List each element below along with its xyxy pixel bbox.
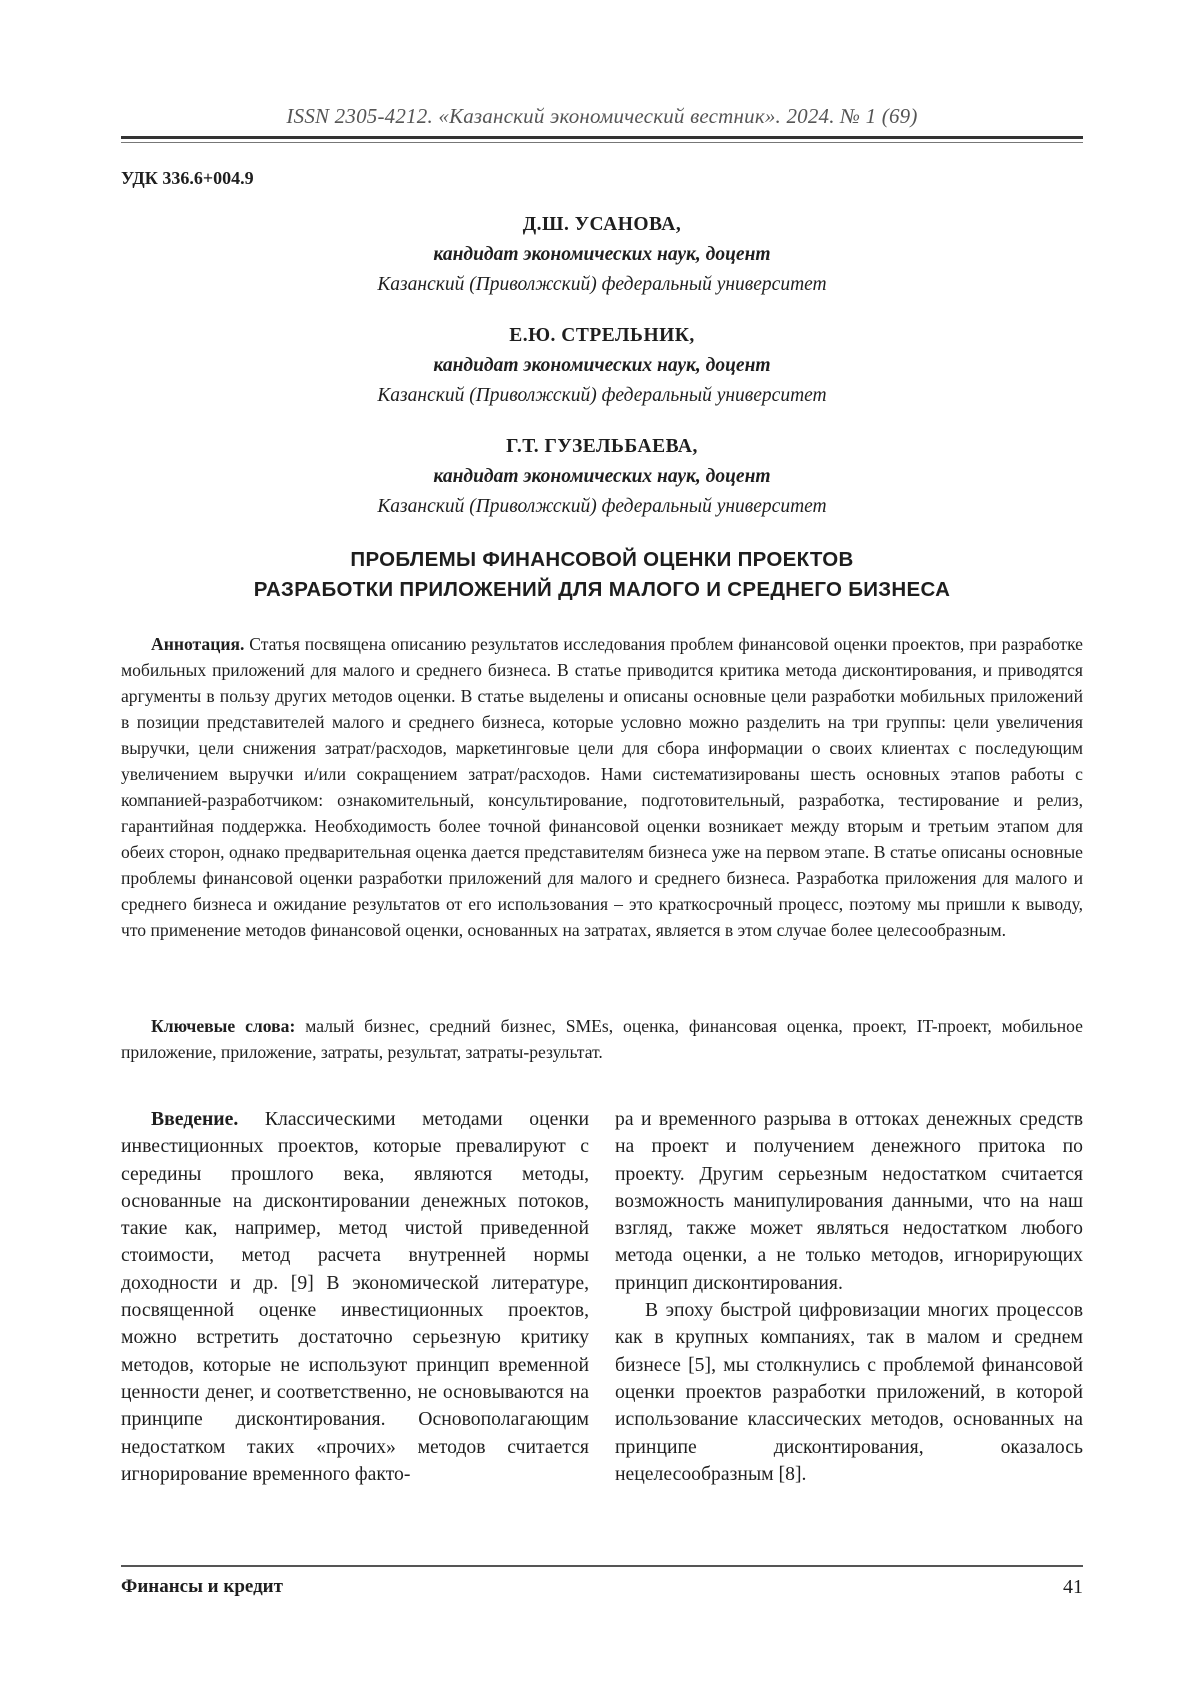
abstract-label: Аннотация. bbox=[151, 634, 245, 654]
body-paragraph: В эпоху быстрой цифровизации многих процессов как в крупных компаниях, так в малом и среднем бизнесе [5], мы столкнулись с проблемой финансовой оценки проектов разработки приложений, в которой использование классических методов, основанных на принципе дисконтирования, оказалось нецелесообразным [8]. bbox=[615, 1299, 1083, 1485]
body-paragraph: ра и временного разрыва в оттоках денежных средств на проект и получением денежного притока по проекту. Другим серьезным недостатком считается возможность манипулирования данными, что на наш взгляд, также может являться недостатком любого метода оценки, а не только методов, игнорирующих принцип дисконтирования. bbox=[615, 1108, 1083, 1294]
author-degree: кандидат экономических наук, доцент bbox=[433, 466, 771, 487]
intro-label: Введение. bbox=[151, 1108, 239, 1130]
author-affiliation: Казанский (Приволжский) федеральный университет bbox=[377, 274, 827, 295]
footer-rule bbox=[121, 1565, 1083, 1567]
body-paragraph bbox=[121, 1106, 589, 1488]
author-degree: кандидат экономических наук, доцент bbox=[433, 244, 771, 265]
keywords bbox=[121, 1013, 1083, 1065]
body-column-right bbox=[615, 1106, 1083, 1488]
udk-code: УДК 336.6+004.9 bbox=[121, 168, 254, 188]
author-degree: кандидат экономических наук, доцент bbox=[433, 355, 771, 376]
abstract bbox=[121, 631, 1083, 943]
author-name: Г.Т. ГУЗЕЛЬБАЕВА, bbox=[506, 436, 698, 457]
author-name: Е.Ю. СТРЕЛЬНИК, bbox=[509, 325, 695, 346]
author-block bbox=[121, 432, 1083, 522]
abstract-text: Статья посвящена описанию результатов исследования проблем финансовой оценки проектов, при разработке мобильных приложений для малого и среднего бизнеса. В статье приводится критика метода дисконтирования, и приводятся аргументы в пользу других методов оценки. В статье выделены и описаны основные цели разработки мобильных приложений в позиции представителей малого и среднего бизнеса, которые условно можно разделить на три группы: цели увеличения выручки, цели снижения затрат/расходов, маркетинговые цели для сбора информации о своих клиентах с последующим увеличением выручки и/или сокращением затрат/расходов. Нами систематизированы шесть основных этапов работы с компанией-разработчиком: ознакомительный, консультирование, подготовительный, разработка, тестирование и релиз, гарантийная поддержка. Необходимость более точной финансовой оценки возникает между вторым и третьим этапом для обеих сторон, однако предварительная оценка дается представителям бизнеса уже на первом этапе. В статье описаны основные проблемы финансовой оценки разработки приложений для малого и среднего бизнеса. Разработка приложения для малого и среднего бизнеса и ожидание результатов от его использования – это краткосрочный процесс, поэтому мы пришли к выводу, что применение методов финансовой оценки, основанных на затратах, является в этом случае более целесообразным. bbox=[121, 634, 1083, 940]
article-title bbox=[121, 545, 1083, 605]
author-affiliation: Казанский (Приволжский) федеральный университет bbox=[377, 385, 827, 406]
author-affiliation: Казанский (Приволжский) федеральный университет bbox=[377, 496, 827, 517]
keywords-text: малый бизнес, средний бизнес, SMEs, оценка, финансовая оценка, проект, IT-проект, мобильное приложение, приложение, затраты, результат, затраты-результат. bbox=[121, 1016, 1083, 1062]
author-block bbox=[121, 321, 1083, 411]
page-number: 41 bbox=[1063, 1576, 1083, 1598]
body-column-left bbox=[121, 1106, 589, 1488]
article-title-line: ПРОБЛЕМЫ ФИНАНСОВОЙ ОЦЕНКИ ПРОЕКТОВ bbox=[350, 548, 854, 571]
running-header: ISSN 2305-4212. «Казанский экономический вестник». 2024. № 1 (69) bbox=[286, 104, 918, 128]
journal-page bbox=[121, 0, 1083, 1697]
article-title-line: РАЗРАБОТКИ ПРИЛОЖЕНИЙ ДЛЯ МАЛОГО И СРЕДНЕГО БИЗНЕСА bbox=[253, 578, 951, 601]
keywords-label: Ключевые слова: bbox=[151, 1016, 296, 1036]
header-rule-thin bbox=[121, 142, 1083, 143]
intro-text: Классическими методами оценки инвестиционных проектов, которые превалируют с середины прошлого века, являются методы, основанные на дисконтировании денежных потоков, такие как, например, метод чистой приведенной стоимости, метод расчета внутренней нормы доходности и др. [9] В экономической литературе, посвященной оценке инвестиционных проектов, можно встретить достаточно серьезную критику методов, которые не используют принцип временной ценности денег, и соответственно, не основываются на принципе дисконтирования. Основополагающим недостатком таких «прочих» методов считается игнорирование временного факто- bbox=[121, 1108, 589, 1485]
author-block bbox=[121, 210, 1083, 300]
author-name: Д.Ш. УСАНОВА, bbox=[522, 214, 682, 235]
footer-section: Финансы и кредит bbox=[121, 1576, 283, 1597]
header-rule bbox=[121, 136, 1083, 139]
